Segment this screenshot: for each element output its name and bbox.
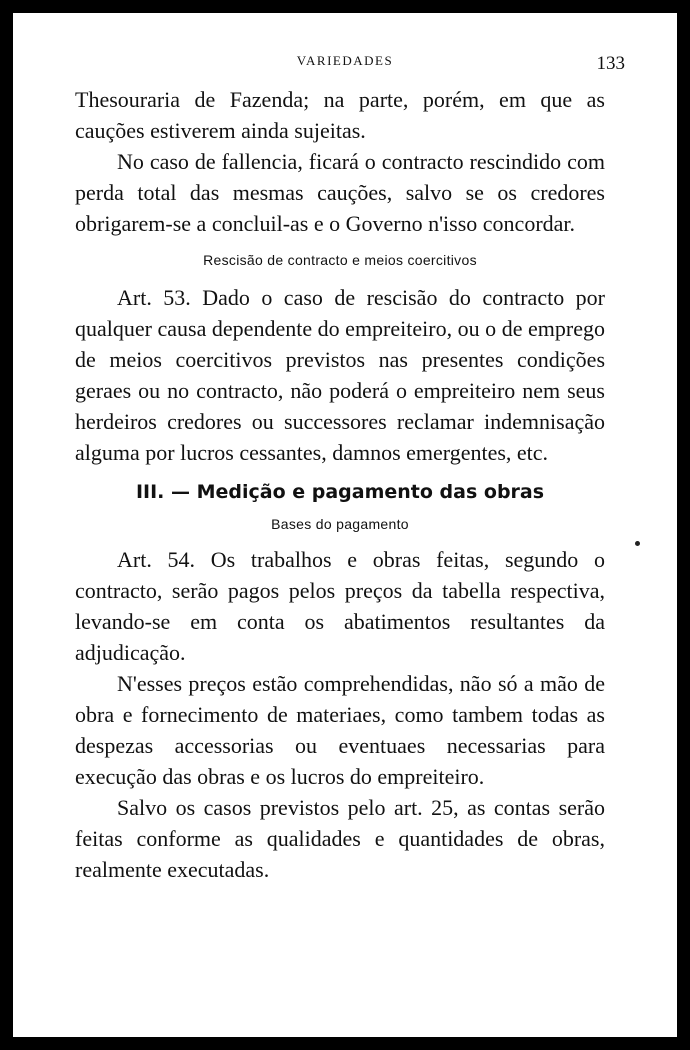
print-speck bbox=[635, 541, 640, 546]
page-body bbox=[75, 84, 605, 885]
section-heading-medicao: III. — Medição e pagamento das obras bbox=[135, 481, 545, 503]
paragraph-art-54: Art. 54. Os trabalhos e obras feitas, segundo o contracto, serão pagos pelos preços da tabella respectiva, levando-se em conta os abatimentos resultantes da adjudicação. bbox=[75, 547, 605, 665]
page-header bbox=[13, 51, 677, 75]
subheading-bases: Bases do pagamento bbox=[271, 516, 409, 532]
paragraph-salvo-os-casos: Salvo os casos previstos pelo art. 25, as contas serão feitas conforme as qualidades e quantidades de obras, realmente executadas. bbox=[75, 795, 605, 882]
paragraph-continuation: Thesouraria de Fazenda; na parte, porém, em que as cauções estiverem ainda sujeitas. bbox=[75, 87, 605, 143]
book-page bbox=[13, 13, 677, 1037]
running-title: VARIEDADES bbox=[296, 53, 394, 68]
page-number: 133 bbox=[596, 53, 625, 74]
paragraph-fallencia: No caso de fallencia, ficará o contracto rescindido com perda total das mesmas cauções, salvo se os credores obrigarem-se a concluil-as e o Governo n'isso concordar. bbox=[75, 149, 605, 236]
paragraph-nesses-precos: N'esses preços estão comprehendidas, não só a mão de obra e fornecimento de materiaes, como tambem todas as despezas accessorias ou eventuaes necessarias para execução das obras e os lucros do empreiteiro. bbox=[75, 671, 605, 789]
paragraph-art-53: Art. 53. Dado o caso de rescisão do contracto por qualquer causa dependente do empreiteiro, ou o de emprego de meios coercitivos previstos nas presentes condições geraes ou no contracto, não poderá o empreiteiro nem seus herdeiros credores ou successores reclamar indemnisação alguma por lucros cessantes, damnos emergentes, etc. bbox=[75, 285, 605, 465]
subheading-rescisao: Rescisão de contracto e meios coercitivos bbox=[203, 252, 477, 268]
